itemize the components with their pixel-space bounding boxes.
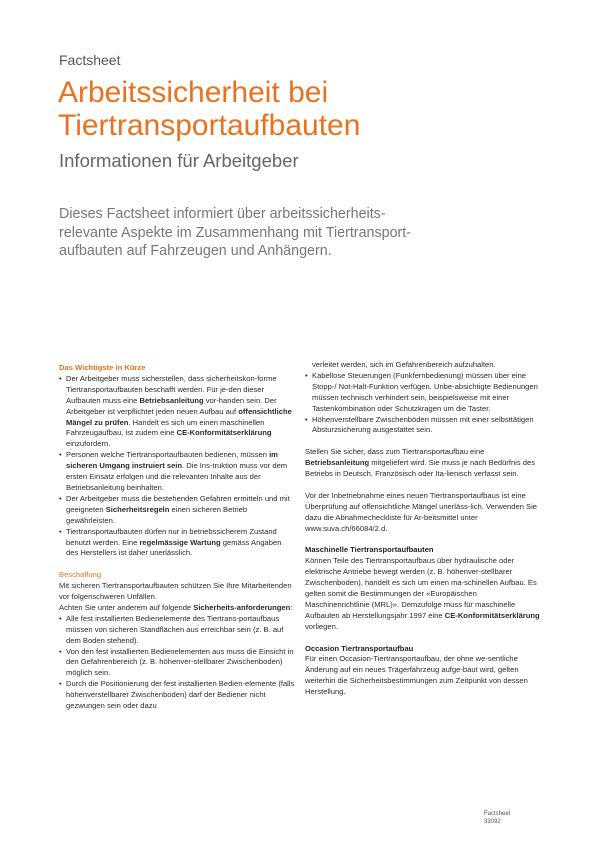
list-item: • Personen welche Tiertransportaufbauten bedienen, müssen im sicheren Umgang instruiert sein. Die Ins-truktion muss vor dem ersten Einsatz erfolgen und die relevanten Inhalte aus der Betriebsanleitung beinhalten. xyxy=(59,450,295,494)
list-item: • Alle fest installierten Bedienelemente des Tiertrans-portaufbaus müssen von sicheren Standflächen aus erreichbar sein (z. B. auf dem Boden stehend). xyxy=(59,614,295,647)
lead-line-2: relevante Aspekte im Zusammenhang mit Tiertransport- xyxy=(59,224,412,241)
footer-label: Factsheet xyxy=(484,811,511,817)
paragraph-continued: verleitet werden, sich im Gefahrenbereich aufzuhalten. xyxy=(312,360,496,369)
lead-paragraph xyxy=(59,205,479,261)
lead-line-1: Dieses Factsheet informiert über arbeitssicherheits- xyxy=(59,206,386,222)
lead-line-3: aufbauten auf Fahrzeugen und Anhängern. xyxy=(59,243,332,259)
section-heading-procurement: Beschaffung xyxy=(59,570,102,580)
page-subtitle: Informationen für Arbeitgeber xyxy=(59,150,299,171)
page-footer xyxy=(484,811,510,826)
paragraph: Achten Sie unter anderem auf folgende Sicherheits-anforderungen: xyxy=(59,602,293,612)
section-heading-summary: Das Wichtigste in Kürze xyxy=(59,363,146,372)
paragraph: Stellen Sie sicher, dass zum Tiertransportaufbau eine Betriebsanleitung mitgeliefert wird. Sie muss je nach Bedürfnis des Betriebs in Deutsch, Französisch oder Ita-lienisch verfasst sein. xyxy=(305,447,536,479)
list-item: • Höhenverstellbare Zwischenböden müssen mit einer selbsttätigen Absturzsicherung ausgestattet sein. xyxy=(305,415,541,437)
section-heading-machines: Maschinelle Tiertransportaufbauten xyxy=(305,545,434,555)
left-column xyxy=(59,363,295,712)
list-item: • Der Arbeitgeber muss sicherstellen, dass sicherheitskon-forme Tiertransportaufbauten beschafft werden. Für je-den dieser Aufbauten muss eine Betriebsanleitung vor-handen sein. Der Arbeitgeber ist verpflichtet jeden neuen Aufbau auf offensichtliche Mängel zu prüfen. Handelt es sich um einen maschinellen Fahrzeugaufbau, ist zudem eine CE-Konformitätserklärung einzufordern. xyxy=(59,374,295,450)
list-item: • Der Arbeitgeber muss die bestehenden Gefahren ermitteln und mit geeigneten Sicherheitsregeln einen sicheren Betrieb gewährleisten. xyxy=(59,494,295,527)
page-title xyxy=(58,76,360,142)
title-line-1: Arbeitssicherheit bei xyxy=(58,76,329,109)
summary-list xyxy=(59,374,295,559)
right-column xyxy=(305,360,541,698)
paragraph: Vor der Inbetriebnahme eines neuen Tiertransportaufbaus ist eine Überprüfung auf offensichtliche Mängel unerläss-lich. Verwenden Sie dazu die Abnahmecheckliste für Ar-beitsmittel unter www.suva.ch/66084/2.d. xyxy=(305,490,538,533)
title-line-2: Tiertransportaufbauten xyxy=(58,109,361,142)
paragraph: Mit sicheren Tiertransportaufbauten schützen Sie Ihre Mitarbeitenden vor folgenschweren Unfällen. xyxy=(59,581,292,602)
requirements-list-continued xyxy=(305,371,541,436)
list-item: • Tiertransportaufbauten dürfen nur in betriebssicherem Zustand benutzt werden. Eine regelmässige Wartung gemäss Angaben des Herstellers ist daher unerlässlich. xyxy=(59,527,295,560)
list-item: • Durch die Positionierung der fest installierten Bedien-elemente (falls höhenverstellbarer Zwischenboden) darf der Bediener nicht gezwungen sein oder dazu xyxy=(59,679,295,712)
list-item: • Von den fest installierten Bedienelementen aus muss die Einsicht in den Gefahrenbereich (z. B. höhenver-stellbarer Zwischenboden) möglich sein. xyxy=(59,647,295,680)
paragraph: Für einen Occasion-Tiertransportaufbau, der ohne we-sentliche Änderung auf ein neues Trägerfahrzeug aufge-baut wird, gelten weiterhin die Sicherheitsbestimmungen zum Zeitpunkt von dessen Herstellung. xyxy=(305,654,528,697)
doc-kicker: Factsheet xyxy=(59,52,121,68)
requirements-list xyxy=(59,614,295,712)
paragraph: Können Teile des Tiertransportaufbaus über hydraulische oder elektrische Antriebe bewegt werden (z. B. höhenver-stellbarer Zwischenboden), handelt es sich um einen ma-schinellen Aufbau. Es gelten somit die Bestimmungen der «Europäischen Maschinenrichtlinie (MRL)». Demzufolge muss für maschinelle Aufbauten ab Herstellungsjahr 1997 eine CE-Konformitätserklärung vorliegen. xyxy=(305,556,540,631)
footer-number: 33092 xyxy=(484,818,501,825)
list-item: • Kabellose Steuerungen (Funkfernbedienung) müssen über eine Stopp-/ Not-Halt-Funktion verfügen. Unbe-absichtigte Bedienungen müssen technisch verhindert sein, beispielsweise mit einer Tastenkombination oder Schutzkragen um die Taster. xyxy=(305,371,541,415)
section-heading-occasion: Occasion Tiertransportaufbau xyxy=(305,643,414,653)
